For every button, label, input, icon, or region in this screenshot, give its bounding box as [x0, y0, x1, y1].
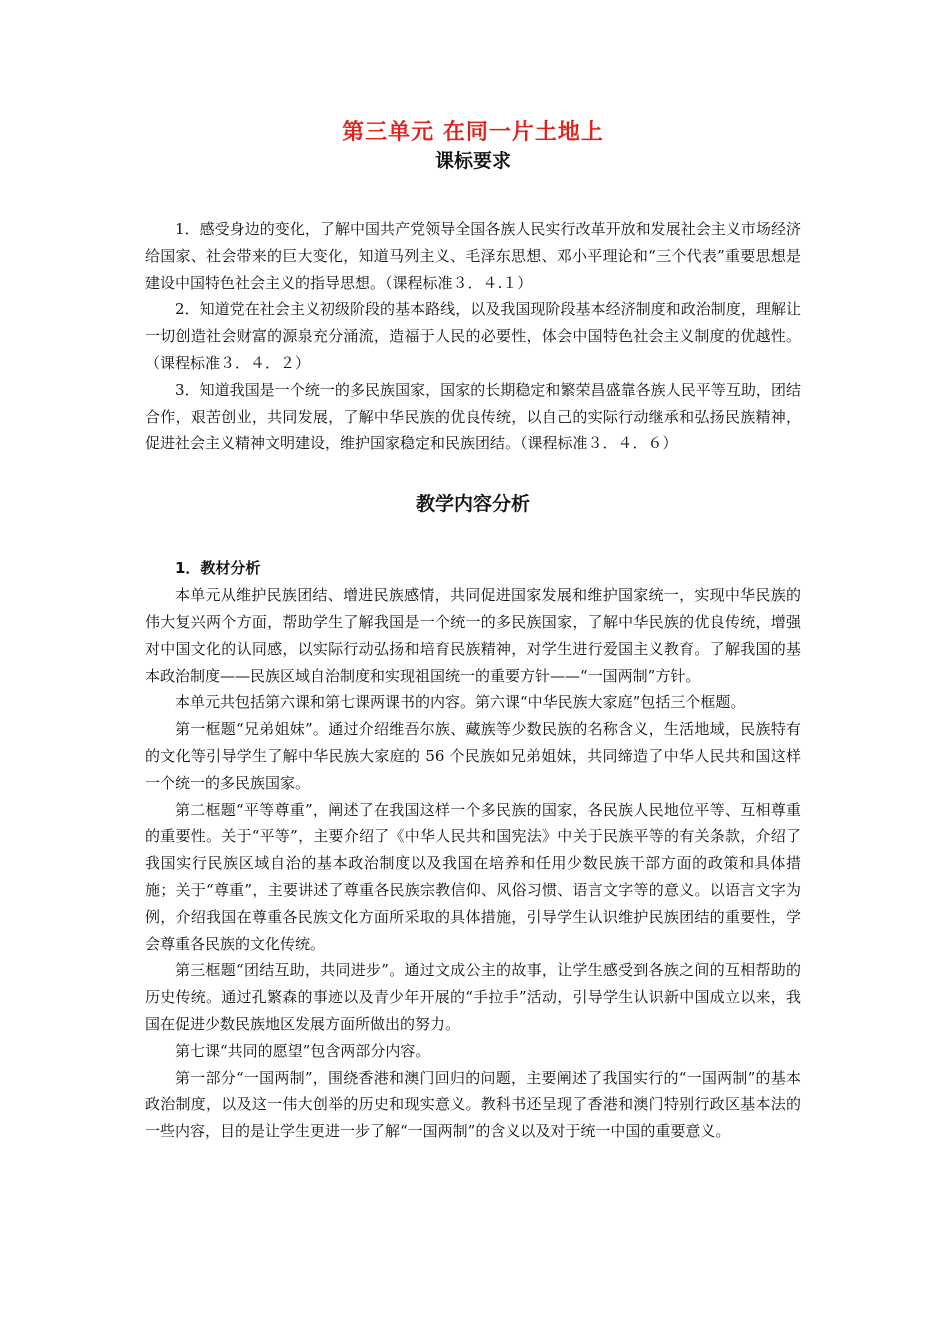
analysis-subheading: 1．教材分析	[175, 559, 261, 578]
analysis-paragraph-1: 本单元从维护民族团结、增进民族感情，共同促进国家发展和维护国家统一，实现中华民族的伟大复兴两个方面，帮助学生了解我国是一个统一的多民族国家，了解中华民族的优良传统，增强对中国文化的认同感，以实际行动弘扬和培育民族精神，对学生进行爱国主义教育。了解我国的基本政治制度——民族区域自治制度和实现祖国统一的重要方针——“一国两制”方针。	[145, 586, 801, 685]
standards-item-2: 2．知道党在社会主义初级阶段的基本路线，以及我国现阶段基本经济制度和政治制度，理解让一切创造社会财富的源泉充分涌流，造福于人民的必要性，体会中国特色社会主义制度的优越性。（课程标准３．４．２）	[145, 300, 801, 372]
analysis-paragraph-3: 第一框题“兄弟姐妹”。通过介绍维吾尔族、藏族等少数民族的名称含义，生活地域，民族特有的文化等引导学生了解中华民族大家庭的 56 个民族如兄弟姐妹，共同缔造了中华人民共和国这样一个统一的多民族国家。	[145, 720, 801, 792]
analysis-paragraph-2: 本单元共包括第六课和第七课两课书的内容。第六课“中华民族大家庭”包括三个框题。	[175, 693, 746, 712]
standards-item-3: 3．知道我国是一个统一的多民族国家，国家的长期稳定和繁荣昌盛靠各族人民平等互助，团结合作，艰苦创业，共同发展，了解中华民族的优良传统，以自己的实际行动继承和弘扬民族精神，促进社会主义精神文明建设，维护国家稳定和民族团结。（课程标准３．４．６）	[145, 380, 801, 453]
analysis-paragraph-4: 第二框题“平等尊重”，阐述了在我国这样一个多民族的国家，各民族人民地位平等、互相尊重的重要性。关于“平等”，主要介绍了《中华人民共和国宪法》中关于民族平等的有关条款，介绍了我国实行民族区域自治的基本政治制度以及我国在培养和任用少数民族干部方面的政策和具体措施；关于“尊重”，主要讲述了尊重各民族宗教信仰、风俗习惯、语言文字等的意义。以语言文字为例，介绍我国在尊重各民族文化方面所采取的具体措施，引导学生认识维护民族团结的重要性，学会尊重各民族的文化传统。	[145, 800, 801, 953]
analysis-paragraph-7: 第一部分“一国两制”，围绕香港和澳门回归的问题，主要阐述了我国实行的“一国两制”的基本政治制度，以及这一伟大创举的历史和现实意义。教科书还呈现了香港和澳门特别行政区基本法的一些内容，目的是让学生更进一步了解“一国两制”的含义以及对于统一中国的重要意义。	[145, 1068, 801, 1141]
analysis-paragraph-5: 第三框题“团结互助，共同进步”。通过文成公主的故事，让学生感受到各族之间的互相帮助的历史传统。通过孔繁森的事迹以及青少年开展的“手拉手”活动，引导学生认识新中国成立以来，我国在促进少数民族地区发展方面所做出的努力。	[145, 961, 801, 1033]
analysis-paragraph-6: 第七课“共同的愿望”包含两部分内容。	[175, 1041, 431, 1060]
unit-title: 第三单元 在同一片土地上	[342, 120, 604, 145]
standards-heading: 课标要求	[434, 150, 511, 172]
analysis-heading: 教学内容分析	[415, 493, 530, 516]
standards-item-1: 1．感受身边的变化，了解中国共产党领导全国各族人民实行改革开放和发展社会主义市场经济给国家、社会带来的巨大变化，知道马列主义、毛泽东思想、邓小平理论和“三个代表”重要思想是建设中国特色社会主义的指导思想。（课程标准３．４.１）	[145, 220, 801, 292]
document-page	[145, 118, 801, 1145]
